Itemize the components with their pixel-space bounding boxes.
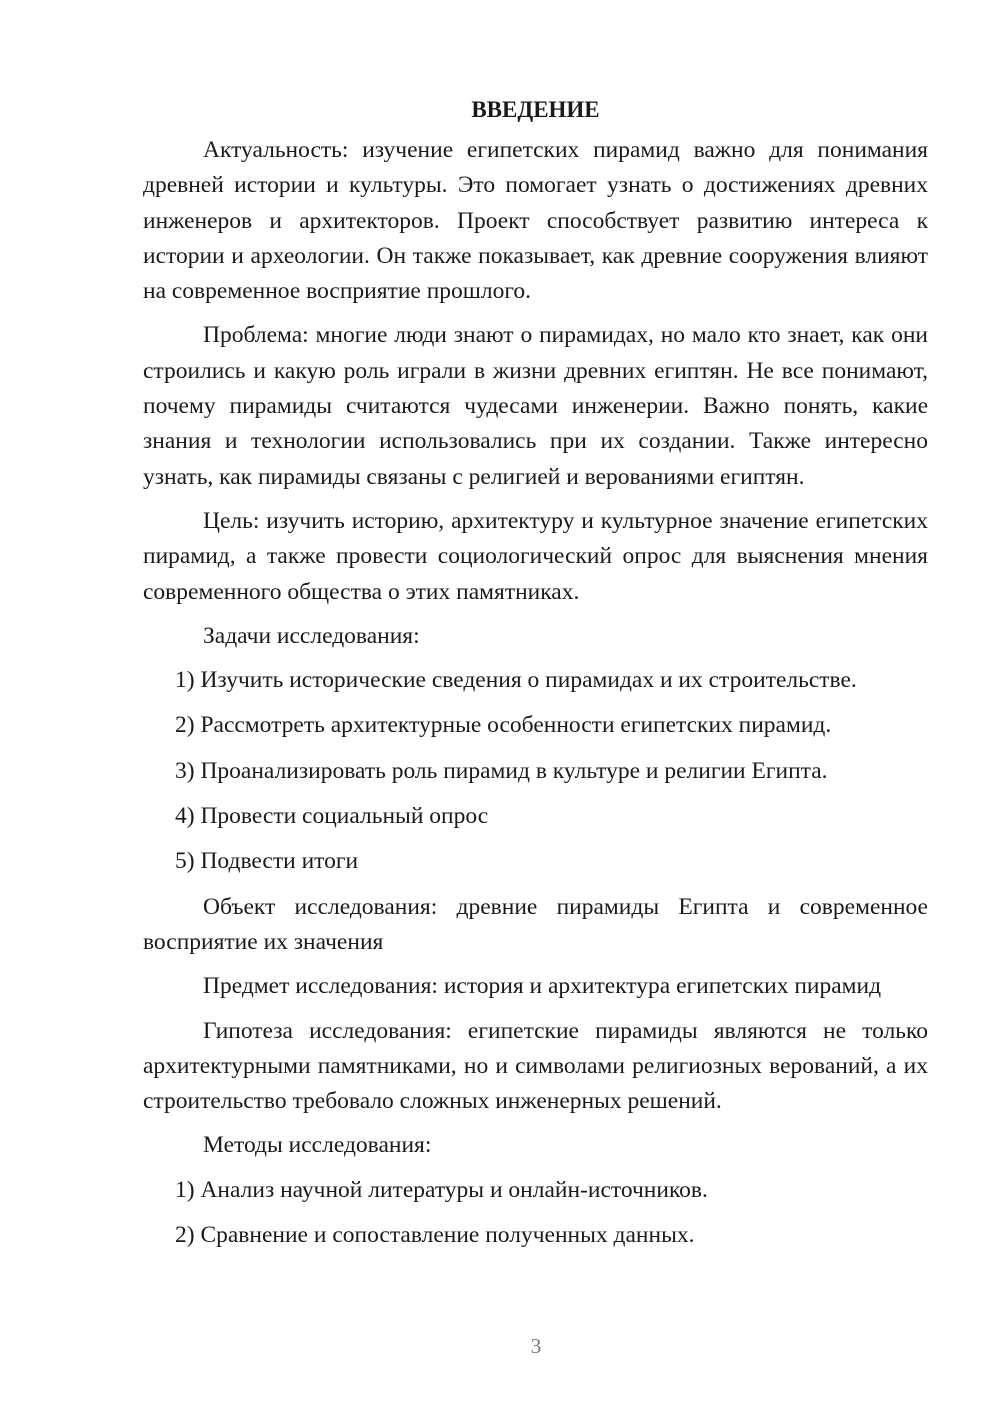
hypothesis-paragraph: Гипотеза исследования: египетские пирамиды являются не только архитектурными памятниками, но и символами религиозных верований, а их строительство требовало сложных инженерных решений. [143,1017,928,1115]
object-paragraph: Объект исследования: древние пирамиды Египта и современное восприятие их значения [143,893,928,955]
subject-paragraph: Предмет исследования: история и архитектура египетских пирамид [203,973,882,1000]
task-item-5: 5) Подвести итоги [175,848,359,875]
page-title: ВВЕДЕНИЕ [471,97,600,122]
task-item-3: 3) Проанализировать роль пирамид в культуре и религии Египта. [175,757,828,784]
method-item-1: 1) Анализ научной литературы и онлайн-источников. [175,1176,708,1203]
relevance-paragraph: Актуальность: изучение египетских пирамид важно для понимания древней истории и культуры. Это помогает узнать о достижениях древних инженеров и архитекторов. Проект способствует развитию интереса к истории и археологии. Он также показывает, как древние сооружения влияют на современное восприятие прошлого. [143,137,928,305]
goal-paragraph: Цель: изучить историю, архитектуру и культурное значение египетских пирамид, а также провести социологический опрос для выяснения мнения современного общества о этих памятниках. [143,507,928,605]
problem-paragraph: Проблема: многие люди знают о пирамидах, но мало кто знает, как они строились и какую роль играли в жизни древних египтян. Не все понимают, почему пирамиды считаются чудесами инженерии. Важно понять, какие знания и технологии использовались при их создании. Также интересно узнать, как пирамиды связаны с религией и верованиями египтян. [143,322,928,490]
page-content [143,95,928,1263]
task-item-1: 1) Изучить исторические сведения о пирамидах и их строительстве. [175,667,857,694]
task-item-2: 2) Рассмотреть архитектурные особенности египетских пирамид. [175,712,832,739]
methods-heading: Методы исследования: [203,1132,432,1159]
method-item-2: 2) Сравнение и сопоставление полученных данных. [175,1222,695,1249]
tasks-heading: Задачи исследования: [203,622,420,649]
task-item-4: 4) Провести социальный опрос [175,803,489,830]
page-number: 3 [530,1334,542,1358]
